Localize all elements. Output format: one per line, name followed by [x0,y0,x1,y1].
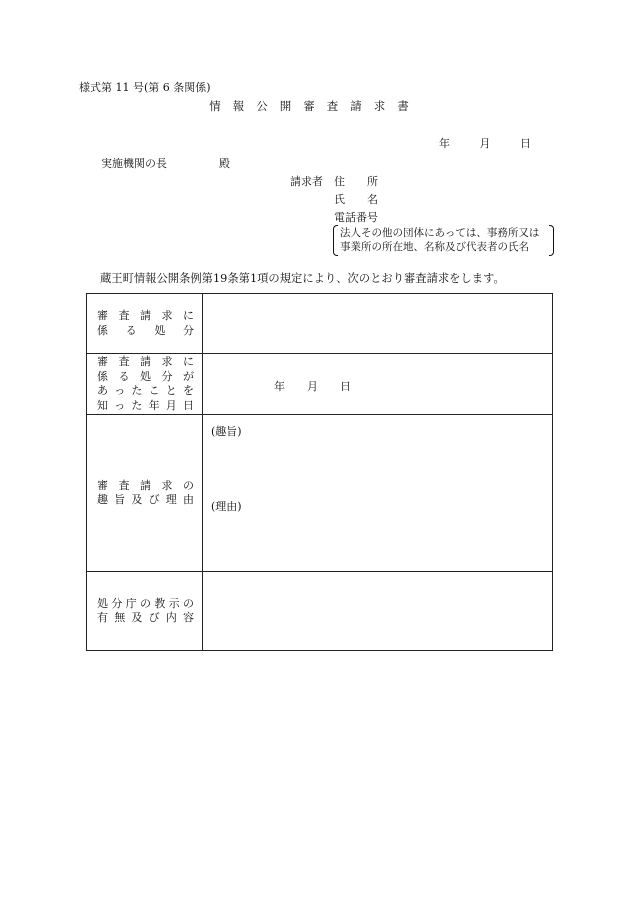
label-line: 係 る 処 分 [97,323,194,337]
row2-input-cell[interactable] [203,354,553,415]
row2-date: 年 月 日 [274,380,351,393]
requester-label: 請求者 [290,175,323,188]
label-line: 趣 旨 及 び 理 由 [97,493,194,506]
row2-label [87,354,203,415]
addressee-label: 実施機関の長 [101,157,167,170]
label-line: 処 分 庁 の 教 示 の [97,596,194,610]
date-month-label: 月 [479,137,491,150]
label-line: あ っ た こ と を [97,384,194,397]
corporate-note-line1: 法人その他の団体にあっては、事務所又は [340,227,540,239]
requester-name-label: 氏 名 [334,193,378,206]
date-year-label: 年 [439,137,450,150]
label-line: 知 っ た 年 月 日 [97,398,194,412]
label-line: 審 査 請 求 の [97,478,194,492]
requester-phone-label: 電話番号 [334,211,378,224]
requester-address-label: 住 所 [334,175,378,188]
table-row [87,294,553,354]
bracket-right [549,225,554,256]
table-row [87,572,553,651]
corporate-note [335,226,550,255]
row1-input-cell[interactable] [203,294,553,354]
date-day-label: 日 [520,137,531,150]
label-line: 係 る 処 分 が [97,369,194,383]
row1-label [87,294,203,354]
request-table [86,293,553,651]
form-number: 様式第 11 号(第 6 条関係) [79,81,211,94]
date-line [436,138,531,149]
purpose-label: (趣旨) [211,425,242,438]
corporate-note-line2: 事業所の所在地、名称及び代表者の氏名 [340,241,529,253]
bracket-left [333,225,338,256]
page-title: 情報公開審査請求書 [209,99,421,113]
row3-input-cell[interactable] [203,415,553,572]
addressee-honorific: 殿 [219,157,230,170]
label-line: 審 査 請 求 に [97,309,194,322]
label-line: 審 査 請 求 に [97,355,194,368]
label-line: 有 無 及 び 内 容 [97,611,194,624]
intro-text: 蔵王町情報公開条例第19条第1項の規定により、次のとおり審査請求をします。 [100,272,505,285]
row4-label [87,572,203,651]
reason-label: (理由) [211,500,242,513]
row4-input-cell[interactable] [203,572,553,651]
table-row [87,354,553,415]
addressee [101,158,230,169]
row3-label [87,415,203,572]
table-row [87,415,553,572]
